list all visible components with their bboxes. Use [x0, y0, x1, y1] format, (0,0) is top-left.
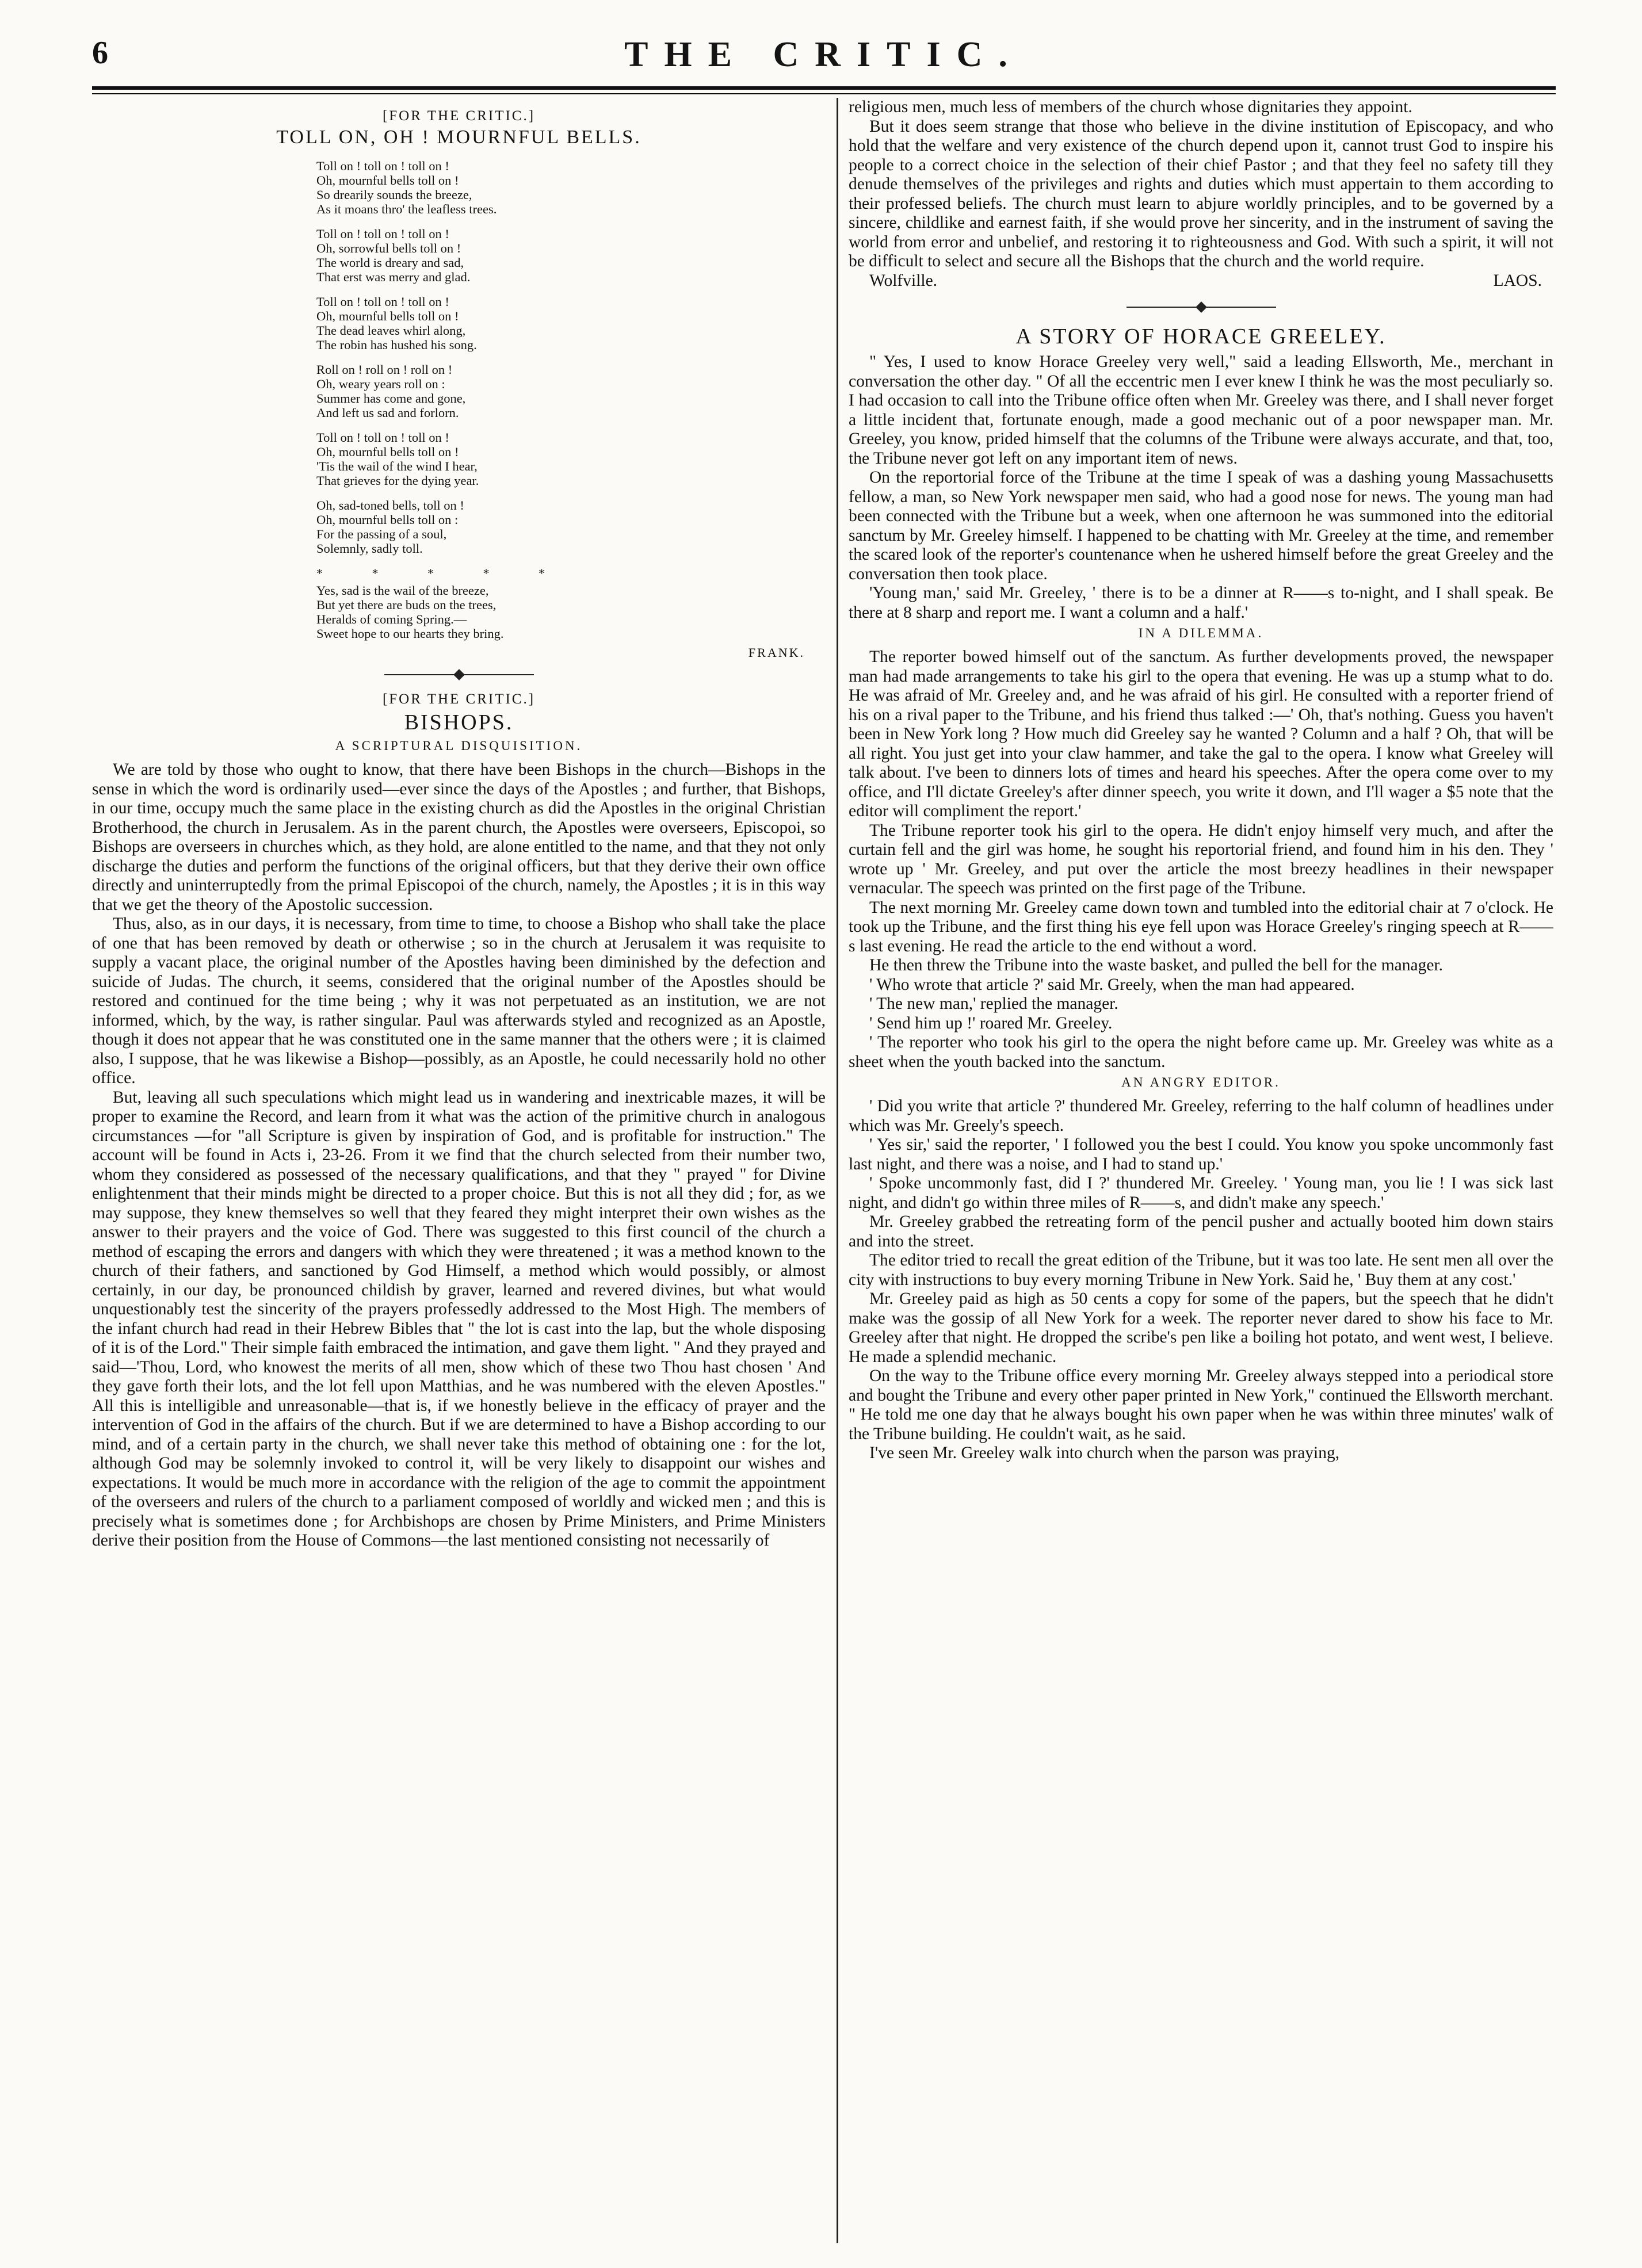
- story-paragraph: Mr. Greeley grabbed the retreating form of the pencil pusher and actually booted him down stairs and into the street.: [849, 1213, 1553, 1250]
- story-paragraph: ' Send him up !' roared Mr. Greeley.: [869, 1013, 1113, 1032]
- poem-line: That erst was merry and glad.: [316, 270, 471, 284]
- section-divider-ornament: [92, 670, 826, 680]
- poem-line: Oh, mournful bells toll on !: [316, 309, 459, 323]
- masthead: [92, 35, 1556, 75]
- story-paragraph: ' The new man,' replied the manager.: [869, 995, 1118, 1013]
- article-paragraph: But it does seem strange that those who believe in the divine institution of Episcopacy, and who hold that the welfare and very existence of the church depend upon it, cannot trust God to inspire his people to a correct choice in the selection of their chief Pastor ; and that they feel no safety till they denude themselves of the privileges and rights and duties which must appertain to them according to their professed beliefs. The church must learn to abjure worldly principles, and to be governed by a sincere, childlike and earnest faith, if she would prove her sincerity, and in the instrument of saving the world from error and unbelief, and restoring it to righteousness and God. With such a spirit, it will not be difficult to select and secure all the Bishops that the church and the world require.: [849, 117, 1553, 270]
- poem-line: The robin has hushed his song.: [316, 338, 477, 352]
- story-paragraph: He then threw the Tribune into the waste basket, and pulled the bell for the manager.: [869, 956, 1444, 974]
- poem-line: Toll on ! toll on ! toll on !: [316, 159, 449, 173]
- story-paragraph: " Yes, I used to know Horace Greeley very well," said a leading Ellsworth, Me., merchant in conversation the other day. " Of all the eccentric men I ever knew I think he was the most peculiarly so. I had occasion to call into the Tribune office often when Mr. Greeley was there, and I shall never forget a little incident that, fortunate enough, made a good mechanic out of a poor newspaper man. Mr. Greeley, you know, prided himself that the columns of the Tribune were always accurate, and that, too, the Tribune never got left on any important item of news.: [849, 353, 1553, 468]
- section-divider-ornament: [849, 302, 1553, 312]
- poem-line: And left us sad and forlorn.: [316, 406, 459, 420]
- poem-line: Oh, mournful bells toll on !: [316, 445, 459, 459]
- poem-line: Toll on ! toll on ! toll on !: [316, 227, 449, 241]
- story-paragraph: Mr. Greeley paid as high as 50 cents a copy for some of the papers, but the speech that he didn't make was the gossip of all New York for a week. The reporter never dared to show his face to Mr. Greeley after that night. He dropped the scribe's pen like a boiling hot potato, and went west, I believe. He made a splendid mechanic.: [849, 1290, 1553, 1366]
- article-paragraph: Thus, also, as in our days, it is necessary, from time to time, to choose a Bishop who shall take the place of one that has been removed by death or otherwise ; so in the church at Jerusalem it was requisite to supply a vacant place, the original number of the Apostles having been diminished by the defection and suicide of Judas. The church, it seems, considered that the original number of the Apostles should be restored and continued for the time being ; why it was not perpetuated as an institution, we are not informed, which, by the way, is rather singular. Paul was afterwards styled and recognized as an Apostle, though it does not appear that he was constituted one in the same manner that the others were ; it is claimed also, I suppose, that he was likewise a Bishop—possibly, as an Apostle, he could necessarily hold no other office.: [92, 915, 826, 1087]
- right-column: [849, 98, 1553, 2249]
- poem-title: TOLL ON, OH ! MOURNFUL BELLS.: [276, 127, 641, 148]
- poem-stanza: [316, 159, 719, 216]
- poem-line: Sweet hope to our hearts they bring.: [316, 626, 504, 641]
- poem-line: Yes, sad is the wail of the breeze,: [316, 583, 489, 598]
- poem-line: Oh, mournful bells toll on :: [316, 513, 459, 527]
- newspaper-title: THE CRITIC.: [624, 35, 1024, 74]
- article-paragraph: religious men, much less of members of the church whose dignitaries they appoint.: [849, 98, 1412, 116]
- story-paragraph: The Tribune reporter took his girl to the opera. He didn't enjoy himself very much, and after the curtain fell and the girl was home, he sought his reportorial friend, and found him in his den. They ' wrote up ' Mr. Greeley, and put over the article the most breezy headlines in their newspaper vernacular. The speech was printed on the first page of the Tribune.: [849, 821, 1553, 897]
- story-paragraph: ' Did you write that article ?' thundered Mr. Greeley, referring to the half column of headlines under which was Mr. Greely's speech.: [849, 1097, 1553, 1135]
- poem-line: 'Tis the wail of the wind I hear,: [316, 459, 478, 473]
- article-source-tag: [FOR THE CRITIC.]: [382, 691, 536, 707]
- article-title: BISHOPS.: [404, 710, 514, 735]
- poem-line: So drearily sounds the breeze,: [316, 188, 472, 202]
- article-signoff: [849, 271, 1553, 291]
- column-divider: [837, 98, 838, 2243]
- poem-line: That grieves for the dying year.: [316, 473, 479, 488]
- story-paragraph: 'Young man,' said Mr. Greeley, ' there is to be a dinner at R——s to-night, and I shall speak. Be there at 8 sharp and report me. I want a column and a half.': [849, 584, 1553, 622]
- poem-line: Roll on ! roll on ! roll on !: [316, 362, 453, 377]
- signoff-name: LAOS.: [1493, 271, 1542, 290]
- poem-signature: FRANK.: [748, 645, 805, 660]
- poem-line: Heralds of coming Spring.—: [316, 612, 467, 626]
- story-paragraph: I've seen Mr. Greeley walk into church when the parson was praying,: [869, 1444, 1340, 1462]
- poem-line: Oh, weary years roll on :: [316, 377, 445, 391]
- poem-stanza-final: [316, 583, 719, 641]
- article-subtitle: A SCRIPTURAL DISQUISITION.: [335, 739, 583, 753]
- poem-line: For the passing of a soul,: [316, 527, 447, 541]
- story-paragraph: The next morning Mr. Greeley came down town and tumbled into the editorial chair at 7 o'clock. He took up the Tribune, and the first thing his eye fell upon was Horace Greeley's ringing speech at R——s last evening. He read the article to the end without a word.: [849, 898, 1553, 955]
- header-rule: [92, 86, 1556, 90]
- story-paragraph: The editor tried to recall the great edition of the Tribune, but it was too late. He sent men all over the city with instructions to buy every morning Tribune in New York. Said he, ' Buy them at any cost.': [849, 1251, 1553, 1289]
- section-stars: * * * * *: [316, 566, 568, 580]
- poem-line: But yet there are buds on the trees,: [316, 598, 497, 612]
- story-paragraph: ' The reporter who took his girl to the opera the night before came up. Mr. Greeley was white as a sheet when the youth backed into the sanctum.: [849, 1033, 1553, 1071]
- page-number: 6: [92, 35, 108, 71]
- poem-line: Toll on ! toll on ! toll on !: [316, 295, 449, 309]
- poem: [316, 159, 719, 641]
- story-title: A STORY OF HORACE GREELEY.: [1015, 324, 1387, 349]
- story-paragraph: ' Yes sir,' said the reporter, ' I followed you the best I could. You know you spoke uncommonly fast last night, and there was a noise, and I had to stand up.': [849, 1135, 1553, 1173]
- story-paragraph: The reporter bowed himself out of the sanctum. As further developments proved, the newspaper man had made arrangements to take his girl to the opera that evening. He was up a stump what to do. He was afraid of Mr. Greeley and, and he was afraid of his girl. He consulted with a reporter friend of his on a rival paper to the Tribune, and his friend thus talked :—' Oh, that's nothing. Guess you haven't been in New York long ? How much did Greeley say he wanted ? Column and a half ? Oh, that will be all right. You just get into your claw hammer, and take the gal to the opera. I know what Greeley will talk about. I've been to dinners lots of times and heard his speeches. After the opera come over to my office, and I'll dictate Greeley's after dinner speech, you write it down, and I'll wager a $5 note that the editor will compliment the report.': [849, 648, 1553, 820]
- poem-line: Oh, mournful bells toll on !: [316, 173, 459, 188]
- story-paragraph: On the reportorial force of the Tribune at the time I speak of was a dashing young Massachusetts fellow, a man, so New York newspaper men said, who had a good nose for news. The young man had been connected with the Tribune but a week, when one afternoon he was summoned into the editorial sanctum by Mr. Greeley himself. I happened to be chatting with Mr. Greeley at the time, and remember the scared look of the reporter's countenance when he ushered himself before the great Greeley and the conversation then took place.: [849, 468, 1553, 583]
- poem-stanza: [316, 227, 719, 284]
- poem-line: Solemnly, sadly toll.: [316, 541, 423, 556]
- article-paragraph: But, leaving all such speculations which might lead us in wandering and inextricable mazes, it will be proper to examine the Record, and learn from it what was the action of the primitive church in analogous circumstances —for "all Scripture is given by inspiration of God, and is profitable for instruction." The account will be found in Acts i, 23-26. From it we find that the church selected from their number two, whom they considered as possessed of the necessary qualifications, and that they " prayed " for Divine enlightenment that their minds might be directed to a proper choice. But this is not all they did ; for, as we may suppose, they knew themselves so well that they feared they might interpret their own wishes as the answer to their prayers and the voice of God. There was suggested to this first council of the church a method of escaping the errors and dangers with which they were threatened ; it was a method known to the church of their fathers, and sanctioned by God Himself, a method which would possibly, or almost certainly, in our day, be pronounced childish by graver, learned and revered divines, but what would unquestionably test the sincerity of the prayers professedly addressed to the Most High. The members of the infant church had read in their Hebrew Bibles that " the lot is cast into the lap, but the whole disposing of it is of the Lord." Their simple faith embraced the intimation, and gave them light. " And they prayed and said—'Thou, Lord, who knowest the merits of all men, show which of these two Thou hast chosen ' And they gave forth their lots, and the lot fell upon Matthias, and he was numbered with the eleven Apostles." All this is intelligible and unreasonable—that is, if we honestly believe in the efficacy of prayer and the intervention of God in the affairs of the church. But if we are determined to have a Bishop according to our mind, and of a certain party in the church, we shall never take this method of obtaining one : for the lot, although God may be solemnly invoked to control it, will be very likely to disappoint our wishes and expectations. It would be much more in accordance with the religion of the age to commit the appointment of the overseers and rulers of the church to a parliament composed of worldly and wicked men ; and this is precisely what is sometimes done ; for Archbishops are chosen by Prime Ministers, and Prime Ministers derive their position from the House of Commons—the last mentioned consisting not necessarily of: [92, 1088, 826, 1550]
- article-paragraph: We are told by those who ought to know, that there have been Bishops in the church—Bishops in the sense in which the word is ordinarily used—ever since the days of the Apostles ; and further, that Bishops, in our time, occupy much the same place in the existing church as did the Apostles in the original Christian Brotherhood, the church in Jerusalem. As in the parent church, the Apostles were overseers, Episcopoi, so Bishops are overseers in churches which, as they hold, are alone entitled to the name, and that they not only discharge the duties and perform the functions of the original officers, but that they derive their own office directly and uninterruptedly from the primal Episcopoi of the church, namely, the Apostles ; it is in this way that we get the theory of the Apostolic succession.: [92, 760, 826, 914]
- poem-line: Oh, sorrowful bells toll on !: [316, 241, 461, 255]
- story-paragraph: On the way to the Tribune office every morning Mr. Greeley always stepped into a periodical store and bought the Tribune and every other paper printed in New York," continued the Ellsworth merchant. " He told me one day that he always bought his own paper when he was within three minutes' walk of the Tribune building. He couldn't wait, as he said.: [849, 1367, 1553, 1443]
- poem-line: As it moans thro' the leafless trees.: [316, 202, 497, 216]
- poem-source-tag: [FOR THE CRITIC.]: [382, 108, 536, 124]
- signoff-place: Wolfville.: [869, 271, 938, 290]
- poem-line: Toll on ! toll on ! toll on !: [316, 430, 449, 445]
- header-rule-thin: [92, 93, 1556, 94]
- story-subheading: AN ANGRY EDITOR.: [1121, 1075, 1281, 1089]
- poem-line: Summer has come and gone,: [316, 391, 466, 406]
- left-column: [92, 98, 826, 2249]
- story-paragraph: ' Who wrote that article ?' said Mr. Greely, when the man had appeared.: [869, 975, 1355, 994]
- poem-stanza: [316, 362, 719, 420]
- poem-stanza: [316, 498, 719, 556]
- poem-line: The world is dreary and sad,: [316, 255, 464, 270]
- story-subheading: IN A DILEMMA.: [1138, 626, 1264, 640]
- poem-stanza: [316, 295, 719, 352]
- poem-line: The dead leaves whirl along,: [316, 323, 466, 338]
- poem-stanza: [316, 430, 719, 488]
- poem-line: Oh, sad-toned bells, toll on !: [316, 498, 464, 513]
- story-paragraph: ' Spoke uncommonly fast, did I ?' thundered Mr. Greeley. ' Young man, you lie ! I was sick last night, and didn't go within three miles of R——s, and didn't make any speech.': [849, 1174, 1553, 1212]
